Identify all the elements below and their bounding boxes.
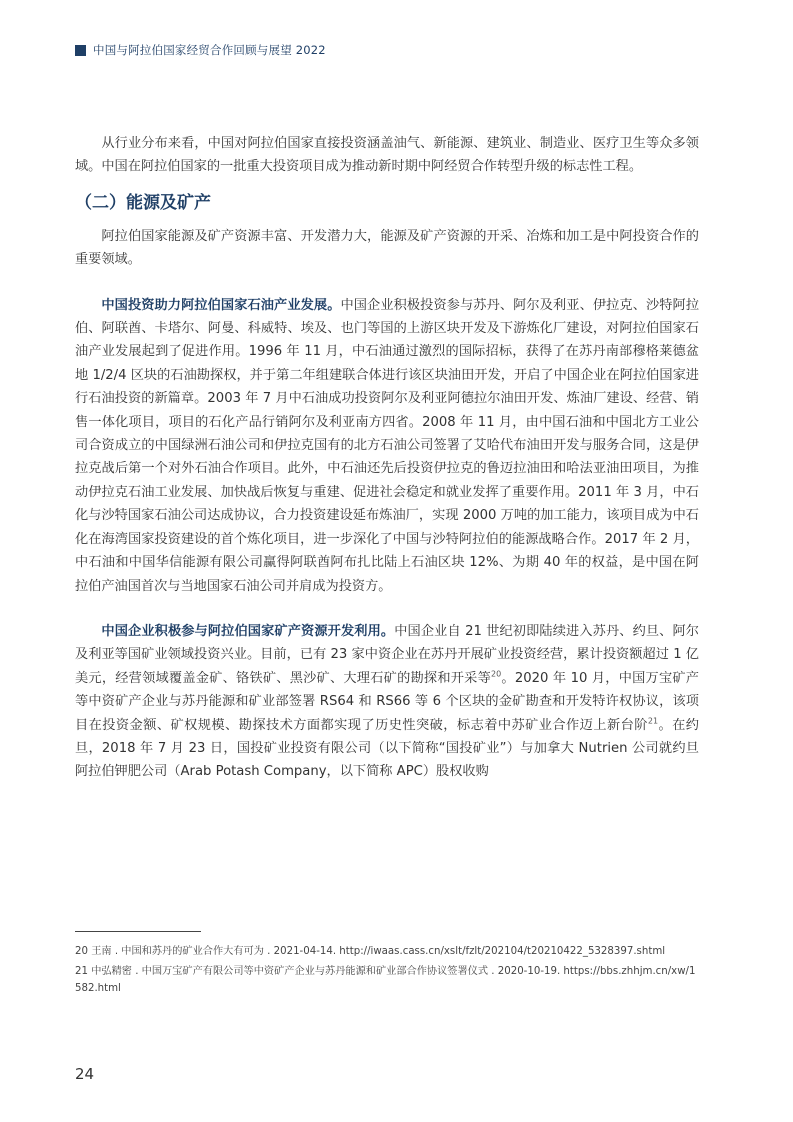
- header-square-icon: [75, 45, 86, 56]
- body-mineral-part2: 。2020 年 10 月，中国万宝矿产等中资矿产企业与苏丹能源和矿业部签署 RS64 和 RS66 等 6 个区块的金矿勘查和开发特许权协议，该项目在投资金额、矿权规模、勘探技术方面都实现了历史性突破，标志着中苏矿业合作迈上新台阶: [75, 670, 699, 733]
- paragraph-industry-distribution: 从行业分布来看，中国对阿拉伯国家直接投资涵盖油气、新能源、建筑业、制造业、医疗卫生等众多领域。中国在阿拉伯国家的一批重大投资项目成为推动新时期中阿经贸合作转型升级的标志性工程。: [75, 136, 699, 175]
- header-title: 中国与阿拉伯国家经贸合作回顾与展望 2022: [93, 43, 326, 57]
- paragraph-energy-intro: 阿拉伯国家能源及矿产资源丰富、开发潜力大，能源及矿产资源的开采、冶炼和加工是中阿投资合作的重要领域。: [75, 228, 699, 268]
- main-content: [75, 132, 699, 784]
- body-mineral-part3: 。在约旦，2018 年 7 月 23 日，国投矿业投资有限公司（以下简称“国投矿业”）与加拿大 Nutrien 公司就约旦阿拉伯钾肥公司（Arab Potash Company，以下简称 APC）股权收购: [75, 717, 699, 780]
- lead-mineral-investment: 中国企业积极参与阿拉伯国家矿产资源开发利用。: [101, 623, 395, 639]
- footnote-divider: [75, 931, 201, 932]
- body-mineral-part1: 中国企业自 21 世纪初即陆续进入苏丹、约旦、阿尔及利亚等国矿业领域投资兴业。目前，已有 23 家中资企业在苏丹开展矿业投资经营，累计投资额超过 1 亿美元，经营领域覆盖金矿、铬铁矿、黑沙矿、大理石矿的勘探和开采等: [75, 623, 699, 686]
- lead-oil-investment: 中国投资助力阿拉伯国家石油产业发展。: [101, 297, 341, 313]
- footnote-20: 20 王南 . 中国和苏丹的矿业合作大有可为 . 2021-04-14. http://iwaas.cass.cn/xslt/fzlt/202104/t20210422_5328397.shtml: [75, 946, 666, 957]
- footnote-21: 21 中弘精密 . 中国万宝矿产有限公司等中资矿产企业与苏丹能源和矿业部合作协议签署仪式 . 2020-10-19. https://bbs.zhhjm.cn/xw/1582.html: [75, 965, 696, 994]
- running-header: [75, 43, 326, 57]
- page-number: 24: [75, 1065, 95, 1083]
- paragraph-gap: [75, 272, 699, 294]
- paragraph-mineral-investment: [75, 620, 699, 784]
- footnote-ref-21[interactable]: 21: [647, 716, 659, 726]
- paragraph-oil-investment: [75, 294, 699, 598]
- footnote-ref-20[interactable]: 20: [491, 669, 502, 679]
- body-oil-investment: 中国企业积极投资参与苏丹、阿尔及利亚、伊拉克、沙特阿拉伯、阿联酋、卡塔尔、阿曼、科威特、埃及、也门等国的上游区块开发及下游炼化厂建设，对阿拉伯国家石油产业发展起到了促进作用。1996 年 11 月，中石油通过激烈的国际招标，获得了在苏丹南部穆格莱德盆地 1/2/4 区块的石油勘探权，并于第二年组建联合体进行该区块油田开发，开启了中国企业在阿拉伯国家进行石油投资的新篇章。2003 年 7 月中石油成功投资阿尔及利亚阿德拉尔油田开发、炼油厂建设、经营、销售一体化项目，项目的石化产品行销阿尔及利亚南方四省。2008 年 11 月，由中国石油和中国北方工业公司合资成立的中国绿洲石油公司和伊拉克国有的北方石油公司签署了艾哈代布油田开发与服务合同，这是伊拉克战后第一个对外石油合作项目。此外，中石油还先后投资伊拉克的鲁迈拉油田和哈法亚油田项目，为推动伊拉克石油工业发展、加快战后恢复与重建、促进社会稳定和就业发挥了重要作用。2011 年 3 月，中石化与沙特国家石油公司达成协议，合力投资建设延布炼油厂，实现 2000 万吨的加工能力，该项目成为中石化在海湾国家投资建设的首个炼化项目，进一步深化了中国与沙特阿拉伯的能源战略合作。2017 年 2 月，中石油和中国华信能源有限公司赢得阿联酋阿布扎比陆上石油区块 12%、为期 40 年的权益，是中国在阿拉伯产油国首次与当地国家石油公司并肩成为投资方。: [75, 297, 700, 594]
- section-heading-energy-minerals: （二）能源及矿产: [75, 192, 211, 213]
- footnotes: [75, 943, 699, 1000]
- paragraph-gap: [75, 598, 699, 620]
